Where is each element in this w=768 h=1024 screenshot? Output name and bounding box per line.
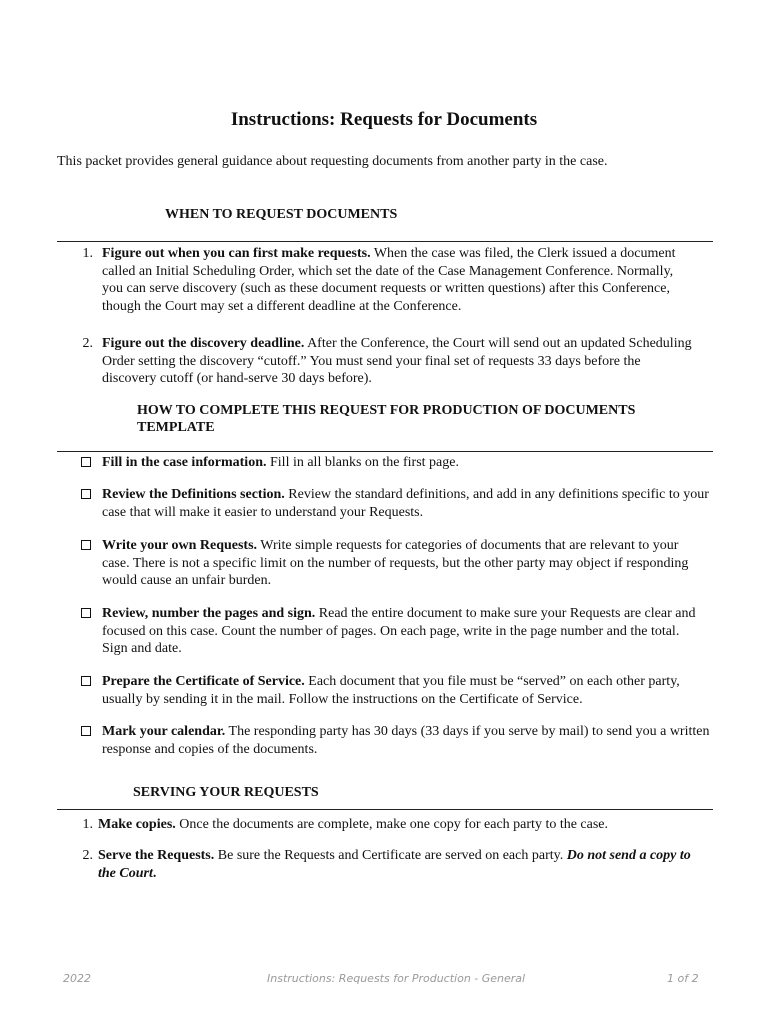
item-bold-lead: Fill in the case information. [102,455,267,470]
item-number: 1. [82,246,93,261]
page-title: Instructions: Requests for Documents [230,109,538,130]
item-text [102,245,697,315]
section-heading-when: WHEN TO REQUEST DOCUMENTS [165,207,398,222]
item-text [98,847,697,882]
item-bold-lead: Mark your calendar. [102,724,226,739]
item-end-punct: . [152,865,157,881]
checklist-item [0,605,768,661]
section-divider [57,809,713,810]
list-item [57,245,697,320]
footer-title: Instructions: Requests for Production - General [267,972,526,985]
checkbox[interactable] [81,489,91,499]
item-text [102,486,720,521]
section-divider [57,241,713,242]
checklist-item [0,486,768,526]
footer-page-number: 1 of 2 [667,972,699,985]
item-body: Review the standard definitions, and add in any definitions specific to your case that will make it easier to understand your Requests. [102,487,709,520]
item-body: Read the entire document to make sure your Requests are clear and focused on this case. Count the number of pages. On each page, write in the page number and the total. Sign and date. [102,606,696,656]
item-text [102,723,712,758]
item-body: Once the documents are complete, make one copy for each party to the case. [175,817,609,832]
item-body: Fill in all blanks on the first page. [266,455,459,470]
checkbox[interactable] [81,608,91,618]
item-body: When the case was filed, the Clerk issued a document called an Initial Scheduling Order, which set the date of the Case Management Conference. Normally, you can serve discovery (such as these document requests or written questions) after this Conference, though the Court may set a different deadline at the Conference. [102,246,676,314]
checkbox[interactable] [81,540,91,550]
item-body: After the Conference, the Court will send out an updated Scheduling Order setting the discovery “cutoff.” You must send your final set of requests 33 days before the discovery cutoff (or hand-serve 30 days before). [102,336,692,386]
item-bold-lead: Prepare the Certificate of Service. [102,674,305,689]
checklist-item [0,537,768,593]
item-bold-lead: Figure out when you can first make requests. [102,246,371,261]
checkbox[interactable] [81,676,91,686]
item-bold-lead: Write your own Requests. [102,538,258,553]
item-bold-lead: Review the Definitions section. [102,487,285,502]
checkbox[interactable] [81,726,91,736]
item-body: The responding party has 30 days (33 days if you serve by mail) to send you a written response and copies of the documents. [102,724,710,757]
item-body: Write simple requests for categories of documents that are relevant to your case. There is not a specific limit on the number of requests, but the other party may object if responding would cause an unfair burden. [102,538,689,588]
section-heading-how: HOW TO COMPLETE THIS REQUEST FOR PRODUCTION OF DOCUMENTS TEMPLATE [137,403,636,435]
checklist-item [0,673,768,713]
item-body: Each document that you file must be “served” on each other party, usually by sending it in the mail. Follow the instructions on the Certificate of Service. [102,674,680,707]
intro-paragraph: This packet provides general guidance about requesting documents from another party in the case. [57,154,608,169]
section-heading-serving: SERVING YOUR REQUESTS [133,785,319,800]
item-text [102,454,720,472]
item-emphasis: Do not send a copy to the Court [98,848,691,881]
item-text [102,335,697,388]
list-item [57,847,697,887]
item-bold-lead: Figure out the discovery deadline. [102,336,305,351]
item-number: 2. [82,336,93,351]
item-bold-lead: Serve the Requests. [98,848,215,863]
checklist-item [0,723,768,763]
item-text [102,673,692,708]
item-body: Be sure the Requests and Certificate are served on each party. [214,848,567,863]
list-item [57,816,697,836]
checklist-item [0,454,768,474]
item-bold-lead: Make copies. [98,817,176,832]
item-number: 1. [82,817,93,832]
section-divider [57,451,713,452]
item-text [98,816,697,834]
item-text [102,537,702,590]
item-bold-lead: Review, number the pages and sign. [102,606,316,621]
footer-year: 2022 [63,972,91,985]
checkbox[interactable] [81,457,91,467]
list-item [57,335,697,390]
item-text [102,605,702,658]
item-number: 2. [82,848,93,863]
